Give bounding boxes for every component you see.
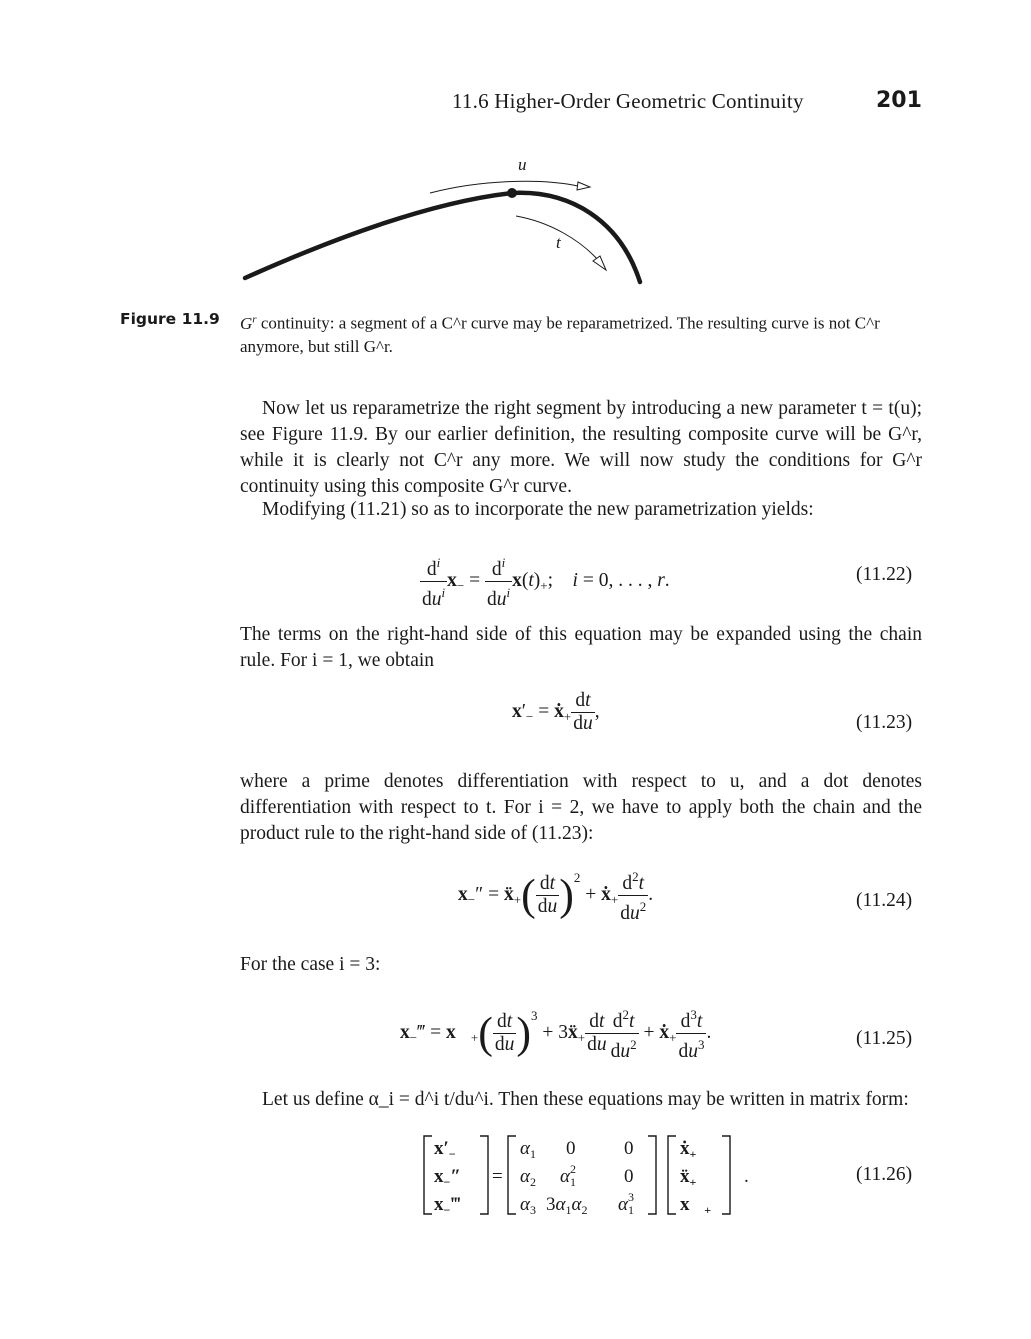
u-arrowhead (577, 182, 590, 190)
equation-number-11-26: (11.26) (856, 1164, 913, 1185)
t-label: t (556, 233, 561, 252)
paragraph-5: For the case i = 3: (240, 954, 381, 975)
svg-text:x−″: $x_-''$ (434, 1166, 461, 1189)
svg-text:x−‴: $x_-‴$ (434, 1194, 461, 1217)
equation-11-24: $x_-''$ = ẍ$_+$( $\frac{dt}{du}$ )$^2$ + ẋ$_+$ $\frac{d^2t}{du^2}$ . (458, 866, 653, 925)
equation-number-11-25: (11.25) (856, 1028, 913, 1049)
figure-curve-diagram (240, 150, 660, 290)
figure-label: Figure 11.9 (120, 310, 220, 328)
equation-11-25: $x_-‴$ = $x⃛_+$( $\frac{dt}{du}$ )$^3$ + 3ẍ$_+$ $\frac{dt}{du}$ $\frac{d^2t}{du^2}$ + ẋ$_+$ $\frac{d^3t}{du^3}$ . (400, 1004, 711, 1063)
paragraph-4: where a prime denotes differentiation with respect to u, and a dot denotes differentiation with respect to t. For i = 2, we have to apply both the chain and the product rule to the right-hand side of (11.23): (240, 771, 922, 844)
equation-number-11-22: (11.22) (856, 564, 913, 585)
svg-text:0: 0 (624, 1138, 634, 1159)
svg-text:0: 0 (624, 1166, 634, 1187)
u-arrow (430, 181, 578, 193)
equation-number-11-24: (11.24) (856, 890, 913, 911)
svg-text:x′−: $x'_-$ (434, 1138, 456, 1161)
svg-text:=: = (492, 1166, 503, 1187)
joint-point (507, 188, 517, 198)
paragraph-2: Modifying (11.21) so as to incorporate the new parametrization yields: (262, 499, 814, 520)
svg-text:α1: $\alpha_1$ (520, 1138, 536, 1161)
t-arrowhead (593, 256, 606, 270)
caption-text: continuity: a segment of a C^r curve may be reparametrized. The resulting curve is not C^r anymore, but still G^r. (240, 313, 880, 356)
svg-text:3α1α2: $3\alpha_1\alpha_2$ (546, 1194, 588, 1217)
curve-right-segment (512, 193, 640, 282)
svg-text:α31: $\alpha^3$ 1 (618, 1190, 634, 1217)
svg-text:x⃛+: $x⃛_+$ (680, 1194, 712, 1217)
paragraph-1: Now let us reparametrize the right segment by introducing a new parameter t = t(u); see Figure 11.9. By our earlier definition, the resulting composite curve will be G^r, while it is clearly not C^r any more. We will now study the conditions for G^r continuity using this composite G^r curve. (240, 398, 922, 497)
equation-number-11-23: (11.23) (856, 712, 913, 733)
equation-11-26 (420, 1132, 780, 1218)
paragraph-6: Let us define α_i = d^i t/du^i. Then these equations may be written in matrix form: (262, 1089, 909, 1110)
svg-text:ẋ+: ẋ$_+$ (680, 1138, 697, 1161)
svg-text:0: 0 (566, 1138, 576, 1159)
svg-text:α21: $\alpha^2$ 1 (560, 1162, 576, 1189)
curve-left-segment (245, 193, 512, 278)
svg-text:α2: $\alpha_2$ (520, 1166, 536, 1189)
equation-11-23: $x'_-$ = ẋ$_+$ $\frac{dt}{du}$ , (512, 690, 600, 734)
running-head: 11.6 Higher-Order Geometric Continuity (452, 89, 804, 113)
svg-text:ẍ+: ẍ$_+$ (680, 1166, 697, 1189)
page-number: 201 (876, 88, 922, 113)
paragraph-3: The terms on the right-hand side of this equation may be expanded using the chain rule. For i = 1, we obtain (240, 624, 922, 671)
svg-text:α3: $\alpha_3$ (520, 1194, 536, 1217)
figure-caption: $G^r$ continuity: a segment of a C^r curve may be reparametrized. The resulting curve is not C^r anymore, but still G^r. (240, 313, 880, 356)
equation-11-22: $\frac{d^i}{du^i}$ $x_-$ = $\frac{d^i}{du^i}$ $x(t)_+$; i = 0, . . . , r. (420, 552, 670, 611)
svg-text:.: . (744, 1166, 749, 1187)
u-label: u (518, 155, 527, 174)
